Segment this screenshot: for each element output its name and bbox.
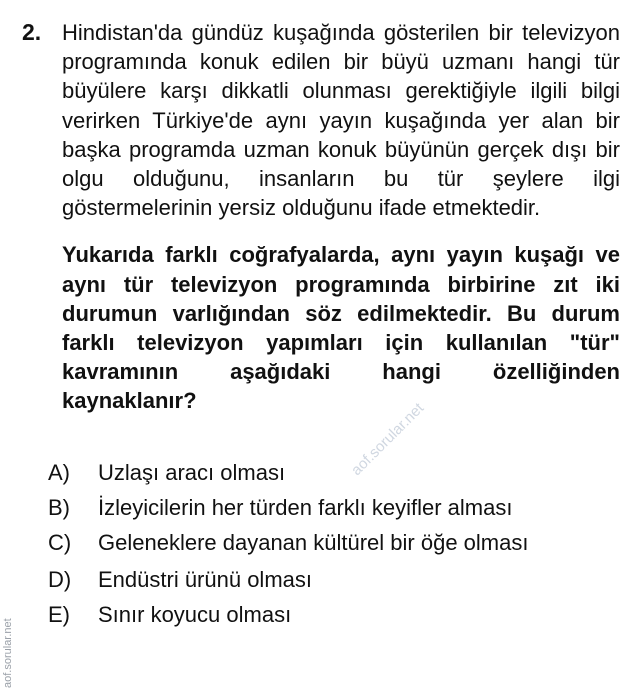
answer-options (48, 458, 618, 635)
option-b[interactable] (48, 493, 618, 522)
option-letter: C) (48, 530, 72, 555)
option-text: Sınır koyucu olması (98, 602, 292, 627)
option-letter: E) (48, 602, 70, 627)
question-stem: Hindistan'da gündüz kuşağında gösterilen bir televizyon programında konuk edilen bir büyü uzmanı hangi tür büyülere karşı dikkatli olunması gerektiğiyle ilgili bilgi verirken Türkiye'de aynı yayın kuşağında yer alan bir başka programda uzman konuk büyünün gerçek dışı bir olgu olduğunu, insanların bu tür şeylere ilgi göstermelerinin yersiz olduğunu ifade etmektedir. (62, 20, 620, 221)
option-letter: A) (48, 460, 70, 485)
option-letter: D) (48, 567, 72, 592)
watermark-side: aof.sorular.net (2, 618, 14, 688)
option-text: Geleneklere dayanan kültürel bir öğe olması (98, 530, 529, 555)
option-a[interactable] (48, 458, 618, 487)
option-text: Uzlaşı aracı olması (98, 460, 286, 485)
question-number: 2. (22, 19, 42, 45)
option-letter: B) (48, 495, 70, 520)
option-text: Endüstri ürünü olması (98, 567, 312, 592)
question-body (62, 18, 620, 416)
watermark-center: aof.sorular.net (347, 399, 428, 479)
option-e[interactable] (48, 600, 618, 629)
option-c[interactable] (48, 528, 618, 557)
option-text: İzleyicilerin her türden farklı keyifler alması (98, 495, 513, 520)
option-d[interactable] (48, 565, 618, 594)
question-prompt: Yukarıda farklı coğrafyalarda, aynı yayın kuşağı ve aynı tür televizyon programında birbirine zıt iki durumun varlığından söz edilmektedir. Bu durum farklı televizyon yapımları için kullanılan "tür" kavramının aşağıdaki hangi özelliğinden kaynaklanır? (62, 242, 620, 414)
